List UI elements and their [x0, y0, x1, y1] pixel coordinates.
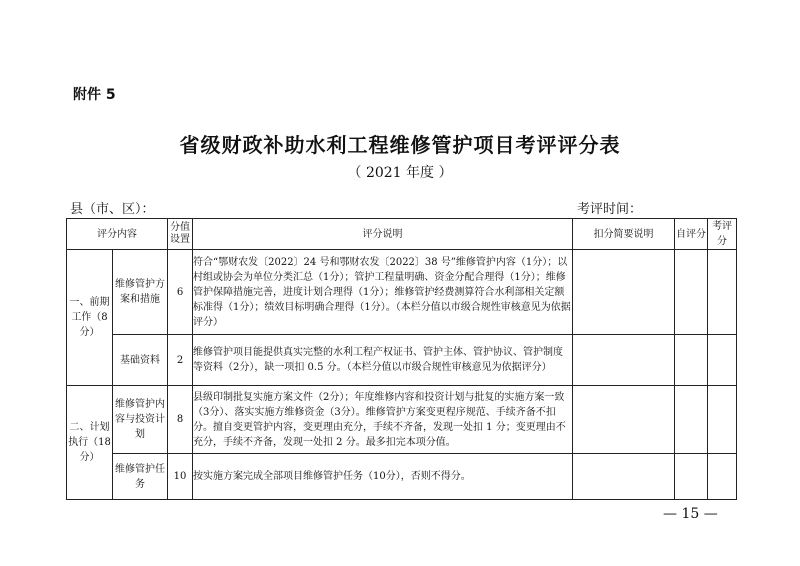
header-score: 分值设置	[168, 219, 193, 250]
category-label: 一、前期工作（8分）	[67, 250, 113, 386]
deduction-cell[interactable]	[573, 335, 675, 386]
attachment-label: 附件 5	[73, 87, 116, 103]
page-number: — 15 —	[663, 506, 718, 522]
item-label: 维修管护任务	[113, 454, 168, 500]
eval-score-cell[interactable]	[708, 335, 737, 386]
self-score-cell[interactable]	[675, 454, 708, 500]
self-score-cell[interactable]	[675, 250, 708, 335]
table-row	[67, 454, 737, 500]
eval-score-cell[interactable]	[708, 250, 737, 335]
item-label: 维修管护方案和措施	[113, 250, 168, 335]
header-content: 评分内容	[67, 219, 168, 250]
item-label: 基础资料	[113, 335, 168, 386]
header-self-score: 自评分	[675, 219, 708, 250]
self-score-cell[interactable]	[675, 386, 708, 454]
header-description: 评分说明	[193, 219, 573, 250]
item-score: 10	[168, 454, 193, 500]
eval-score-cell[interactable]	[708, 454, 737, 500]
deduction-cell[interactable]	[573, 454, 675, 500]
item-description: 维修管护项目能提供真实完整的水利工程产权证书、管护主体、管护协议、管护制度等资料（2分），缺一项扣 0.5 分。（本栏分值以市级合规性审核意见为依据评分）	[193, 335, 573, 386]
item-label: 维修管护内容与投资计划	[113, 386, 168, 454]
item-score: 8	[168, 386, 193, 454]
category-label: 二、计划执行（18分）	[67, 386, 113, 500]
page-subtitle: （ 2021 年度 ）	[347, 165, 453, 181]
table-header-row	[67, 219, 737, 250]
table-row	[67, 386, 737, 454]
item-score: 2	[168, 335, 193, 386]
eval-score-cell[interactable]	[708, 386, 737, 454]
deduction-cell[interactable]	[573, 250, 675, 335]
page-title: 省级财政补助水利工程维修管护项目考评评分表	[179, 133, 621, 157]
table-row	[67, 335, 737, 386]
item-description: 县级印制批复实施方案文件（2分）；年度维修内容和投资计划与批复的实施方案一致（3分）、落实实施方维修资金（3分）。维修管护方案变更程序规范、手续齐备不扣分。擅自变更管护内容，变更理由充分，手续不齐备，发现一处扣 1 分；变更理由不充分，手续不齐备，发现一处扣 2 分。最多扣完本项分值。	[193, 386, 573, 454]
header-eval-score: 考评分	[708, 219, 737, 250]
table-row	[67, 250, 737, 335]
deduction-cell[interactable]	[573, 386, 675, 454]
item-score: 6	[168, 250, 193, 335]
eval-time-label: 考评时间：	[577, 202, 643, 217]
scoring-table	[66, 218, 737, 500]
header-deduction: 扣分简要说明	[573, 219, 675, 250]
item-description: 符合“鄂财农发〔2022〕24 号和鄂财农发〔2022〕38 号”维修管护内容（1分）；以村组或协会为单位分类汇总（1分）；管护工程量明确、资金分配合理得（1分）；维修管护保障措施完善，进度计划合理得（1分）；维修管护经费测算符合水利部相关定额标准得（1分）；绩效目标明确合理得（1分）。（本栏分值以市级合规性审核意见为依据评分）	[193, 250, 573, 335]
county-label: 县（市、区）：	[70, 202, 155, 217]
item-description: 按实施方案完成全部项目维修管护任务（10分），否则不得分。	[193, 454, 573, 500]
self-score-cell[interactable]	[675, 335, 708, 386]
